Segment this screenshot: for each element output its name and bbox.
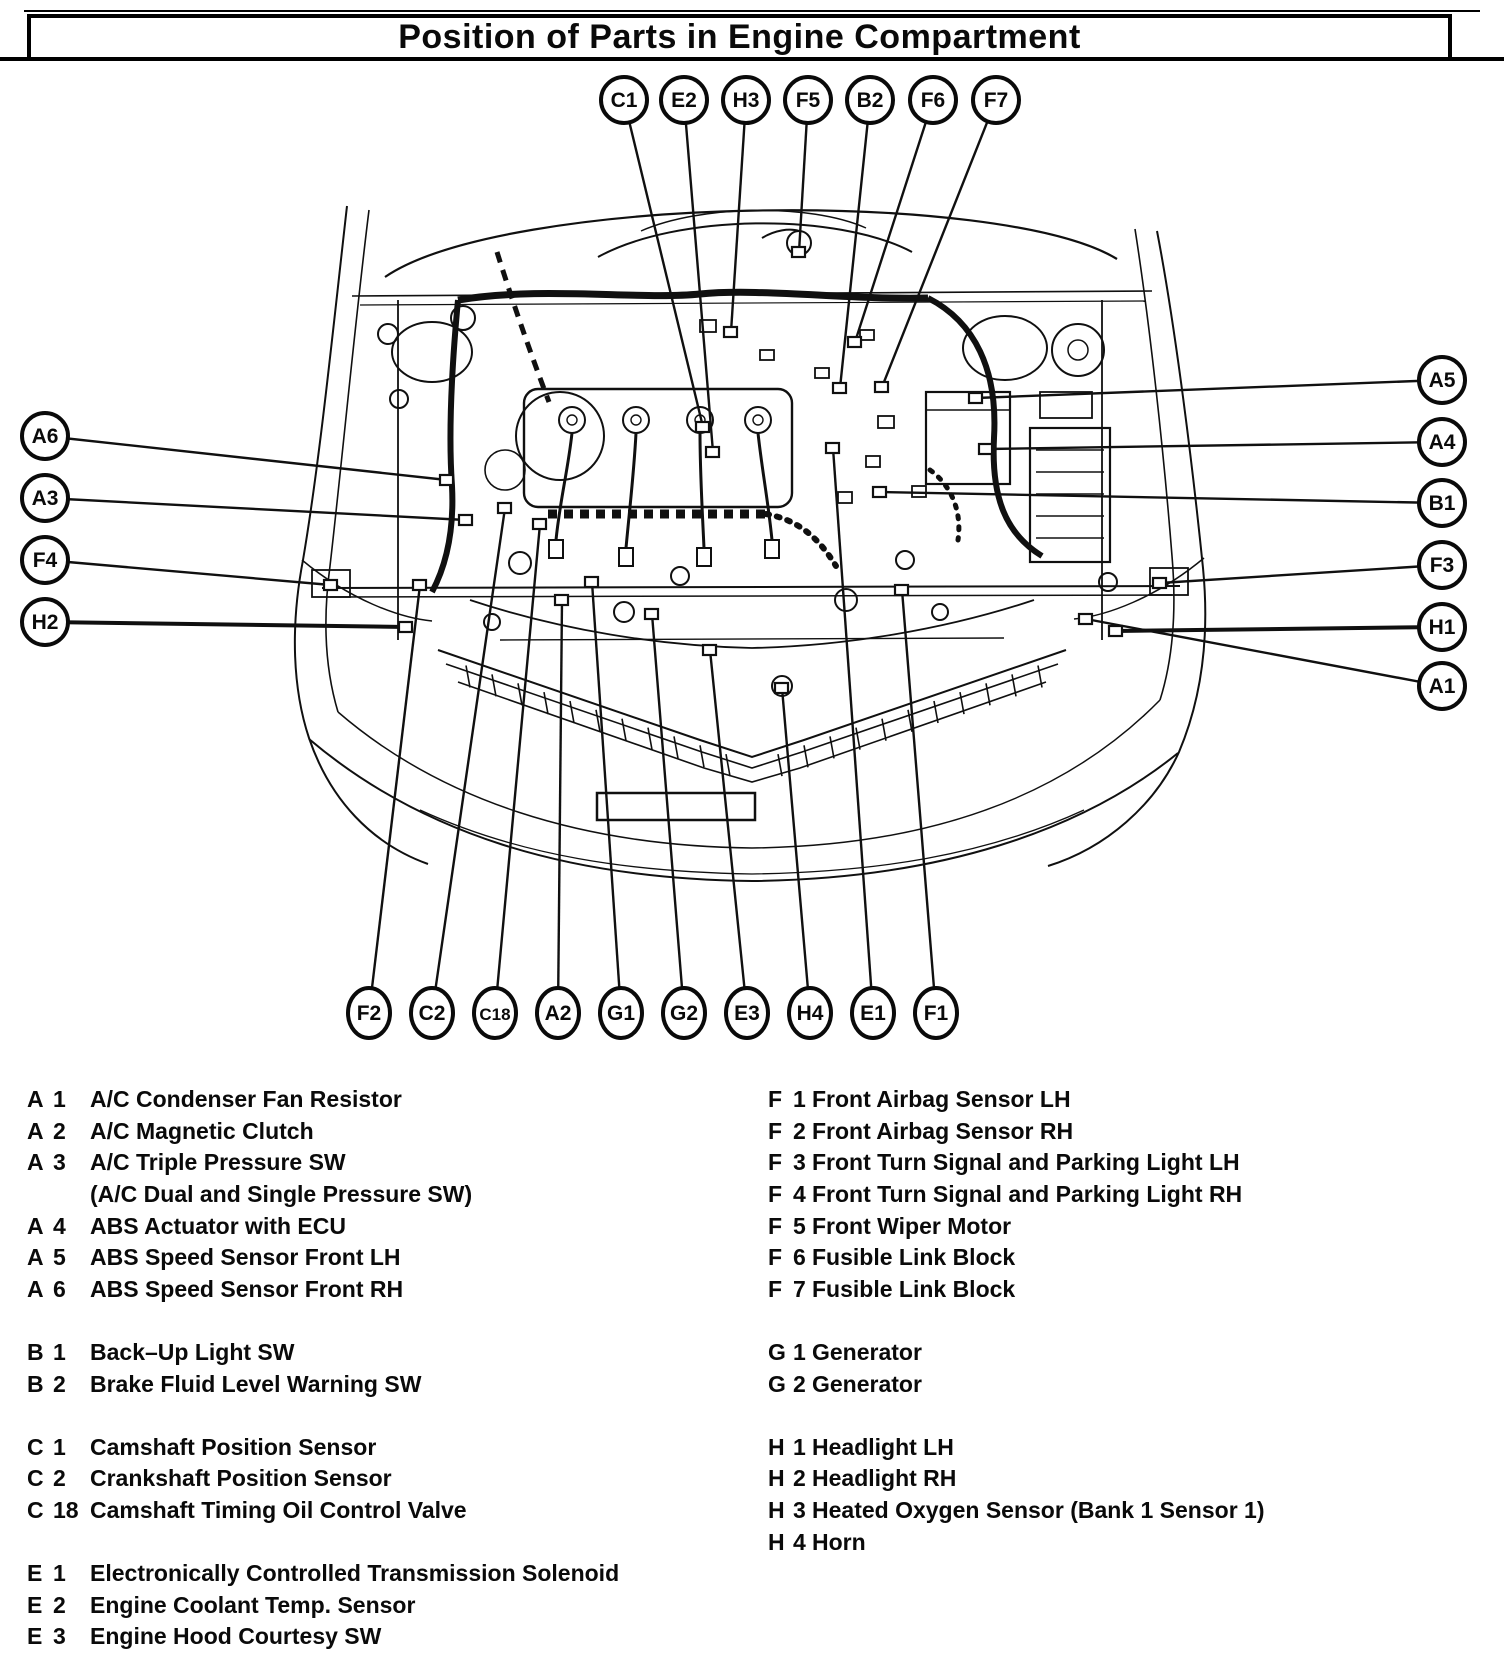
legend-item-A3-lt: A/C Triple Pressure SW	[90, 1149, 346, 1176]
legend-item-H2-lg: H	[768, 1465, 785, 1492]
callout-C2	[411, 988, 453, 1038]
connector-C18	[533, 519, 546, 529]
callout-F3	[1419, 542, 1465, 588]
connector-A4	[979, 444, 992, 454]
legend-item-A6-lg: A	[27, 1275, 44, 1302]
legend-item-E3-lt: Engine Hood Courtesy SW	[90, 1623, 382, 1650]
callout-F6	[910, 77, 956, 123]
connector-A2	[555, 595, 568, 605]
legend-item-F2	[768, 1116, 1488, 1148]
legend-item-C2-lg: C	[27, 1465, 44, 1492]
legend-item-G2	[768, 1368, 1488, 1400]
leader-line-F2	[369, 585, 420, 1013]
leader-line-C18	[495, 524, 540, 1013]
callout-C1	[601, 77, 647, 123]
connector-H4	[775, 683, 788, 693]
connector-C2	[498, 503, 511, 513]
legend-item-E1-lg: E	[27, 1560, 43, 1587]
connector-B1	[873, 487, 886, 497]
callout-label-G1: G1	[606, 1002, 636, 1025]
legend-item-F4-lg: F	[768, 1181, 783, 1208]
legend-item-C18-ln: 18	[53, 1497, 79, 1524]
leader-line-A5	[976, 380, 1442, 398]
connector-B2	[833, 383, 846, 393]
legend-item-G1-lt: Generator	[812, 1339, 922, 1366]
callout-A5	[1419, 357, 1465, 403]
legend-item-A2	[27, 1116, 747, 1148]
legend-item-A3-ln: 3	[53, 1149, 66, 1176]
legend-left-column	[27, 1084, 747, 1678]
callout-F4	[22, 537, 68, 583]
legend-item-A2-ln: 2	[53, 1117, 66, 1144]
callout-label-C2: C2	[418, 1002, 446, 1025]
legend-item-G1	[768, 1337, 1488, 1369]
legend-item-F7	[768, 1274, 1488, 1306]
legend-item-F4-lt: Front Turn Signal and Parking Light RH	[812, 1181, 1243, 1208]
callout-F2	[348, 988, 390, 1038]
legend-item-C1	[27, 1432, 747, 1464]
legend-item-C2-ln: 2	[53, 1465, 66, 1492]
callout-A4	[1419, 419, 1465, 465]
leader-line-A4	[986, 442, 1442, 449]
callout-label-F5: F5	[795, 89, 821, 112]
legend-item-A1-lg: A	[27, 1086, 44, 1113]
callout-label-A4: A4	[1428, 431, 1456, 454]
leader-line-H2	[45, 622, 406, 627]
legend-item-E2-lg: E	[27, 1591, 43, 1618]
legend-item-A4	[27, 1210, 747, 1242]
callout-label-B1: B1	[1428, 492, 1456, 515]
callout-label-F1: F1	[923, 1002, 949, 1025]
legend-item-A1-lt: A/C Condenser Fan Resistor	[90, 1086, 402, 1113]
legend-right-column	[768, 1084, 1488, 1590]
connector-H2	[399, 622, 412, 632]
connector-F5	[792, 247, 805, 257]
connector-G1	[585, 577, 598, 587]
legend-item-A3	[27, 1147, 747, 1179]
legend-group-E	[27, 1558, 747, 1653]
legend-item-C18	[27, 1495, 747, 1527]
legend-item-G2-lt: Generator	[812, 1370, 922, 1397]
legend-item-H3-lg: H	[768, 1497, 785, 1524]
legend-item-H1-lg: H	[768, 1433, 785, 1460]
callout-H4	[789, 988, 831, 1038]
legend-item-F5-ln: 5	[793, 1212, 806, 1239]
legend-item-A5	[27, 1242, 747, 1274]
engine-drawing	[295, 206, 1205, 881]
legend-item-A6-ln: 6	[53, 1275, 66, 1302]
legend-group-C	[27, 1432, 747, 1527]
callout-G1	[600, 988, 642, 1038]
callout-label-A5: A5	[1428, 369, 1456, 392]
legend-group-B	[27, 1337, 747, 1400]
legend-item-A4-lg: A	[27, 1212, 44, 1239]
callout-label-B2: B2	[856, 89, 884, 112]
legend-group-F	[768, 1084, 1488, 1305]
legend-item-H3-lt: Heated Oxygen Sensor (Bank 1 Sensor 1)	[812, 1497, 1265, 1524]
legend-item-F2-lg: F	[768, 1117, 783, 1144]
legend-item-A4-ln: 4	[53, 1212, 66, 1239]
legend-item-F3	[768, 1147, 1488, 1179]
leader-line-B1	[880, 492, 1442, 503]
legend-item-B2-lg: B	[27, 1370, 44, 1397]
legend-item-F1	[768, 1084, 1488, 1116]
callout-label-H1: H1	[1428, 616, 1456, 639]
connector-E2	[706, 447, 719, 457]
callout-label-A1: A1	[1428, 675, 1456, 698]
legend-item-C1-lg: C	[27, 1433, 44, 1460]
callout-label-E1: E1	[860, 1002, 886, 1025]
legend-item-E3-ln: 3	[53, 1623, 66, 1650]
connector-G2	[645, 609, 658, 619]
legend-item-G2-lg: G	[768, 1370, 786, 1397]
callout-label-F6: F6	[920, 89, 946, 112]
legend-item-H4-lt: Horn	[812, 1528, 866, 1555]
legend-item-F2-lt: Front Airbag Sensor RH	[812, 1117, 1074, 1144]
callout-label-C1: C1	[610, 89, 638, 112]
connector-F7	[875, 382, 888, 392]
legend-item-F1-lt: Front Airbag Sensor LH	[812, 1086, 1071, 1113]
legend-item-F6	[768, 1242, 1488, 1274]
callout-label-F2: F2	[356, 1002, 382, 1025]
callout-H1	[1419, 604, 1465, 650]
legend-item-F7-lt: Fusible Link Block	[812, 1275, 1016, 1302]
legend-item-A5-ln: 5	[53, 1244, 66, 1271]
legend-item-G1-ln: 1	[793, 1339, 806, 1366]
callout-label-H3: H3	[732, 89, 760, 112]
legend-item-F3-lg: F	[768, 1149, 783, 1176]
legend-item-B2	[27, 1368, 747, 1400]
legend-item-H3	[768, 1495, 1488, 1527]
legend-item-A4-lt: ABS Actuator with ECU	[90, 1212, 346, 1239]
leader-line-C2	[432, 508, 505, 1013]
legend-item-C2	[27, 1463, 747, 1495]
legend-item-A2-lg: A	[27, 1117, 44, 1144]
leader-line-H4	[782, 688, 810, 1013]
leader-line-F4	[45, 560, 331, 585]
legend-item-H4-ln: 4	[793, 1528, 806, 1555]
legend-item-F5-lg: F	[768, 1212, 783, 1239]
legend-item-E3	[27, 1621, 747, 1653]
legend-item-H2-lt: Headlight RH	[812, 1465, 957, 1492]
callout-label-C18: C18	[479, 1005, 511, 1024]
legend-item-H2-ln: 2	[793, 1465, 806, 1492]
legend-item-E2-lt: Engine Coolant Temp. Sensor	[90, 1591, 416, 1618]
callout-label-A3: A3	[31, 487, 59, 510]
legend-item-B2-lt: Brake Fluid Level Warning SW	[90, 1370, 422, 1397]
leader-line-A2	[558, 600, 562, 1013]
leader-line-E3	[710, 650, 747, 1013]
legend-item-A2-lt: A/C Magnetic Clutch	[90, 1117, 314, 1144]
callout-F1	[915, 988, 957, 1038]
connector-F4	[324, 580, 337, 590]
leader-line-G2	[652, 614, 684, 1013]
connector-C1	[696, 422, 709, 432]
connector-F6	[848, 337, 861, 347]
legend-item-B1-lg: B	[27, 1339, 44, 1366]
legend-item-H1	[768, 1432, 1488, 1464]
callout-label-E2: E2	[671, 89, 697, 112]
leader-line-E2	[684, 100, 713, 452]
legend-item-A6-lt: ABS Speed Sensor Front RH	[90, 1275, 404, 1302]
leader-line-F1	[902, 590, 936, 1013]
legend-item-A3-lg: A	[27, 1149, 44, 1176]
legend-item-A3-cont-lt: (A/C Dual and Single Pressure SW)	[90, 1181, 473, 1208]
connector-F2	[413, 580, 426, 590]
legend-item-C18-lt: Camshaft Timing Oil Control Valve	[90, 1497, 467, 1524]
callout-label-A6: A6	[31, 425, 59, 448]
legend-item-F4-ln: 4	[793, 1181, 806, 1208]
leader-line-C1	[624, 100, 703, 427]
connector-A5	[969, 393, 982, 403]
callout-label-E3: E3	[734, 1002, 760, 1025]
legend-item-F7-lg: F	[768, 1275, 783, 1302]
legend-item-B1	[27, 1337, 747, 1369]
legend-item-B1-lt: Back–Up Light SW	[90, 1339, 295, 1366]
callout-A3	[22, 475, 68, 521]
legend-item-A1-ln: 1	[53, 1086, 66, 1113]
callout-A2	[537, 988, 579, 1038]
legend-item-A5-lg: A	[27, 1244, 44, 1271]
callout-label-F4: F4	[32, 549, 58, 572]
legend-item-F5-lt: Front Wiper Motor	[812, 1212, 1012, 1239]
callout-label-H4: H4	[796, 1002, 824, 1025]
legend-item-F2-ln: 2	[793, 1117, 806, 1144]
legend-item-B2-ln: 2	[53, 1370, 66, 1397]
legend-group-G	[768, 1337, 1488, 1400]
callout-label-F3: F3	[1429, 554, 1455, 577]
legend-item-H4-lg: H	[768, 1528, 785, 1555]
legend-item-H2	[768, 1463, 1488, 1495]
leader-line-A6	[45, 436, 447, 480]
legend-item-G1-lg: G	[768, 1339, 786, 1366]
legend-item-H3-ln: 3	[793, 1497, 806, 1524]
connector-H3	[724, 327, 737, 337]
legend-item-F3-lt: Front Turn Signal and Parking Light LH	[812, 1149, 1240, 1176]
legend-item-E1-ln: 1	[53, 1560, 66, 1587]
callout-E2	[661, 77, 707, 123]
callout-E3	[726, 988, 768, 1038]
legend-item-F4	[768, 1179, 1488, 1211]
connector-A6	[440, 475, 453, 485]
legend-item-A5-lt: ABS Speed Sensor Front LH	[90, 1244, 401, 1271]
leader-lines	[45, 100, 1442, 1013]
legend-item-C1-lt: Camshaft Position Sensor	[90, 1433, 377, 1460]
legend-item-F6-lt: Fusible Link Block	[812, 1244, 1016, 1271]
legend-item-E2	[27, 1590, 747, 1622]
callout-bubbles	[22, 77, 1465, 1038]
legend-item-A3-cont	[27, 1179, 747, 1211]
connector-A1	[1079, 614, 1092, 624]
callout-H2	[22, 599, 68, 645]
legend-item-H1-lt: Headlight LH	[812, 1433, 954, 1460]
legend-item-F3-ln: 3	[793, 1149, 806, 1176]
legend-item-B1-ln: 1	[53, 1339, 66, 1366]
legend-item-C1-ln: 1	[53, 1433, 66, 1460]
legend-item-E3-lg: E	[27, 1623, 43, 1650]
page-title: Position of Parts in Engine Compartment	[398, 18, 1081, 56]
legend-item-F1-lg: F	[768, 1086, 783, 1113]
callout-E1	[852, 988, 894, 1038]
leader-line-A3	[45, 498, 466, 520]
legend-item-A1	[27, 1084, 747, 1116]
callout-H3	[723, 77, 769, 123]
callout-F7	[973, 77, 1019, 123]
callout-B2	[847, 77, 893, 123]
callout-G2	[663, 988, 705, 1038]
callout-label-F7: F7	[983, 89, 1009, 112]
legend-item-A6	[27, 1274, 747, 1306]
legend-item-H4	[768, 1526, 1488, 1558]
legend-item-H1-ln: 1	[793, 1433, 806, 1460]
callout-C18	[474, 988, 516, 1038]
connector-F3	[1153, 578, 1166, 588]
legend-item-G2-ln: 2	[793, 1370, 806, 1397]
callout-F5	[785, 77, 831, 123]
connector-A3	[459, 515, 472, 525]
legend-item-F6-lg: F	[768, 1244, 783, 1271]
connector-F1	[895, 585, 908, 595]
connector-E3	[703, 645, 716, 655]
leader-line-H3	[731, 100, 746, 332]
callout-A6	[22, 413, 68, 459]
connector-H1	[1109, 626, 1122, 636]
callout-label-G2: G2	[669, 1002, 699, 1025]
legend-item-F6-ln: 6	[793, 1244, 806, 1271]
legend-item-F1-ln: 1	[793, 1086, 806, 1113]
legend-item-F5	[768, 1210, 1488, 1242]
legend-group-H	[768, 1432, 1488, 1558]
leader-line-H1	[1116, 627, 1442, 631]
legend-item-C2-lt: Crankshaft Position Sensor	[90, 1465, 392, 1492]
callout-A1	[1419, 663, 1465, 709]
legend-item-C18-lg: C	[27, 1497, 44, 1524]
legend-item-E1-lt: Electronically Controlled Transmission Solenoid	[90, 1560, 620, 1587]
legend-item-F7-ln: 7	[793, 1275, 806, 1302]
legend-group-A	[27, 1084, 747, 1305]
callout-label-A2: A2	[544, 1002, 572, 1025]
connector-E1	[826, 443, 839, 453]
legend-item-E2-ln: 2	[53, 1591, 66, 1618]
callout-label-H2: H2	[31, 611, 59, 634]
callout-B1	[1419, 480, 1465, 526]
legend-item-E1	[27, 1558, 747, 1590]
